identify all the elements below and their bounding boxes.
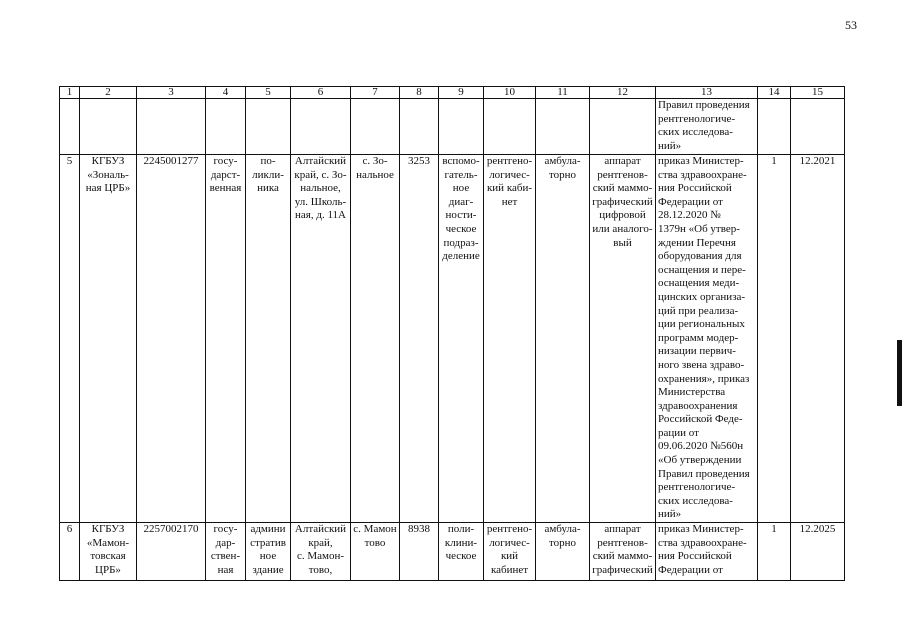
- ownership-cell: госу- дар- ствен- ная: [206, 523, 246, 581]
- table-row-continued: [60, 99, 845, 155]
- column-number: 2: [80, 87, 137, 99]
- population-cell: 8938: [400, 523, 439, 581]
- column-number: 1: [60, 87, 80, 99]
- care-type-cell: амбула- торно: [536, 523, 590, 581]
- row-number-cell: 6: [60, 523, 80, 581]
- settlement-cell: с. Зо- нальное: [351, 155, 400, 523]
- column-number: 10: [484, 87, 536, 99]
- inn-cell: 2257002170: [137, 523, 206, 581]
- building-cell: админи стратив ное здание: [246, 523, 291, 581]
- division-cell: поли- клини- ческое: [439, 523, 484, 581]
- column-number: 5: [246, 87, 291, 99]
- ownership-cell: госу- дарст- венная: [206, 155, 246, 523]
- column-number: 9: [439, 87, 484, 99]
- date-cell: 12.2025: [791, 523, 845, 581]
- column-number-row: [60, 87, 845, 99]
- column-number: 15: [791, 87, 845, 99]
- column-number: 7: [351, 87, 400, 99]
- settlement-cell: с. Мамон тово: [351, 523, 400, 581]
- column-number: 12: [590, 87, 656, 99]
- care-type-cell: амбула- торно: [536, 155, 590, 523]
- date-cell: 12.2021: [791, 155, 845, 523]
- room-cell: рентгено- логичес- кий кабинет: [484, 523, 536, 581]
- table-row: [60, 155, 845, 523]
- basis-cell: приказ Министер- ства здравоохране- ния Российской Федерации от 28.12.2020 № 1379н «Об утвер- ждении Перечня оборудования для оснащения и пере- оснащения меди- цинских организа- ций при реализа- ции региональных программ модер- низации первич- ного звена здраво- охранения», приказ Министерства здравоохранения Российской Феде- рации от 09.06.2020 №560н «Об утверждении Правил проведения рентгенологиче- ских исследова- ний»: [656, 155, 758, 523]
- column-number: 14: [758, 87, 791, 99]
- room-cell: рентгено- логичес- кий каби- нет: [484, 155, 536, 523]
- address-cell: Алтайский край, с. Зо- нальное, ул. Школь- ная, д. 11А: [291, 155, 351, 523]
- equipment-cell: аппарат рентгенов- ский маммо- графический цифровой или аналого- вый: [590, 155, 656, 523]
- column-number: 3: [137, 87, 206, 99]
- basis-cell: Правил проведения рентгенологиче- ских исследова- ний»: [656, 99, 758, 155]
- organization-cell: КГБУЗ «Мамон- товская ЦРБ»: [80, 523, 137, 581]
- organization-cell: КГБУЗ «Зональ- ная ЦРБ»: [80, 155, 137, 523]
- building-cell: по- ликли- ника: [246, 155, 291, 523]
- page-number: 53: [845, 18, 857, 32]
- quantity-cell: 1: [758, 523, 791, 581]
- table-row: [60, 523, 845, 581]
- population-cell: 3253: [400, 155, 439, 523]
- address-cell: Алтайский край, с. Мамон- тово,: [291, 523, 351, 581]
- column-number: 6: [291, 87, 351, 99]
- inn-cell: 2245001277: [137, 155, 206, 523]
- quantity-cell: 1: [758, 155, 791, 523]
- equipment-table: [59, 86, 845, 581]
- row-number-cell: 5: [60, 155, 80, 523]
- basis-cell: приказ Министер- ства здравоохране- ния Российской Федерации от: [656, 523, 758, 581]
- scan-edge-mark: [897, 340, 902, 406]
- column-number: 8: [400, 87, 439, 99]
- column-number: 4: [206, 87, 246, 99]
- column-number: 11: [536, 87, 590, 99]
- equipment-cell: аппарат рентгенов- ский маммо- графический: [590, 523, 656, 581]
- column-number: 13: [656, 87, 758, 99]
- division-cell: вспомо- гатель- ное диаг- ности- ческое подраз- деление: [439, 155, 484, 523]
